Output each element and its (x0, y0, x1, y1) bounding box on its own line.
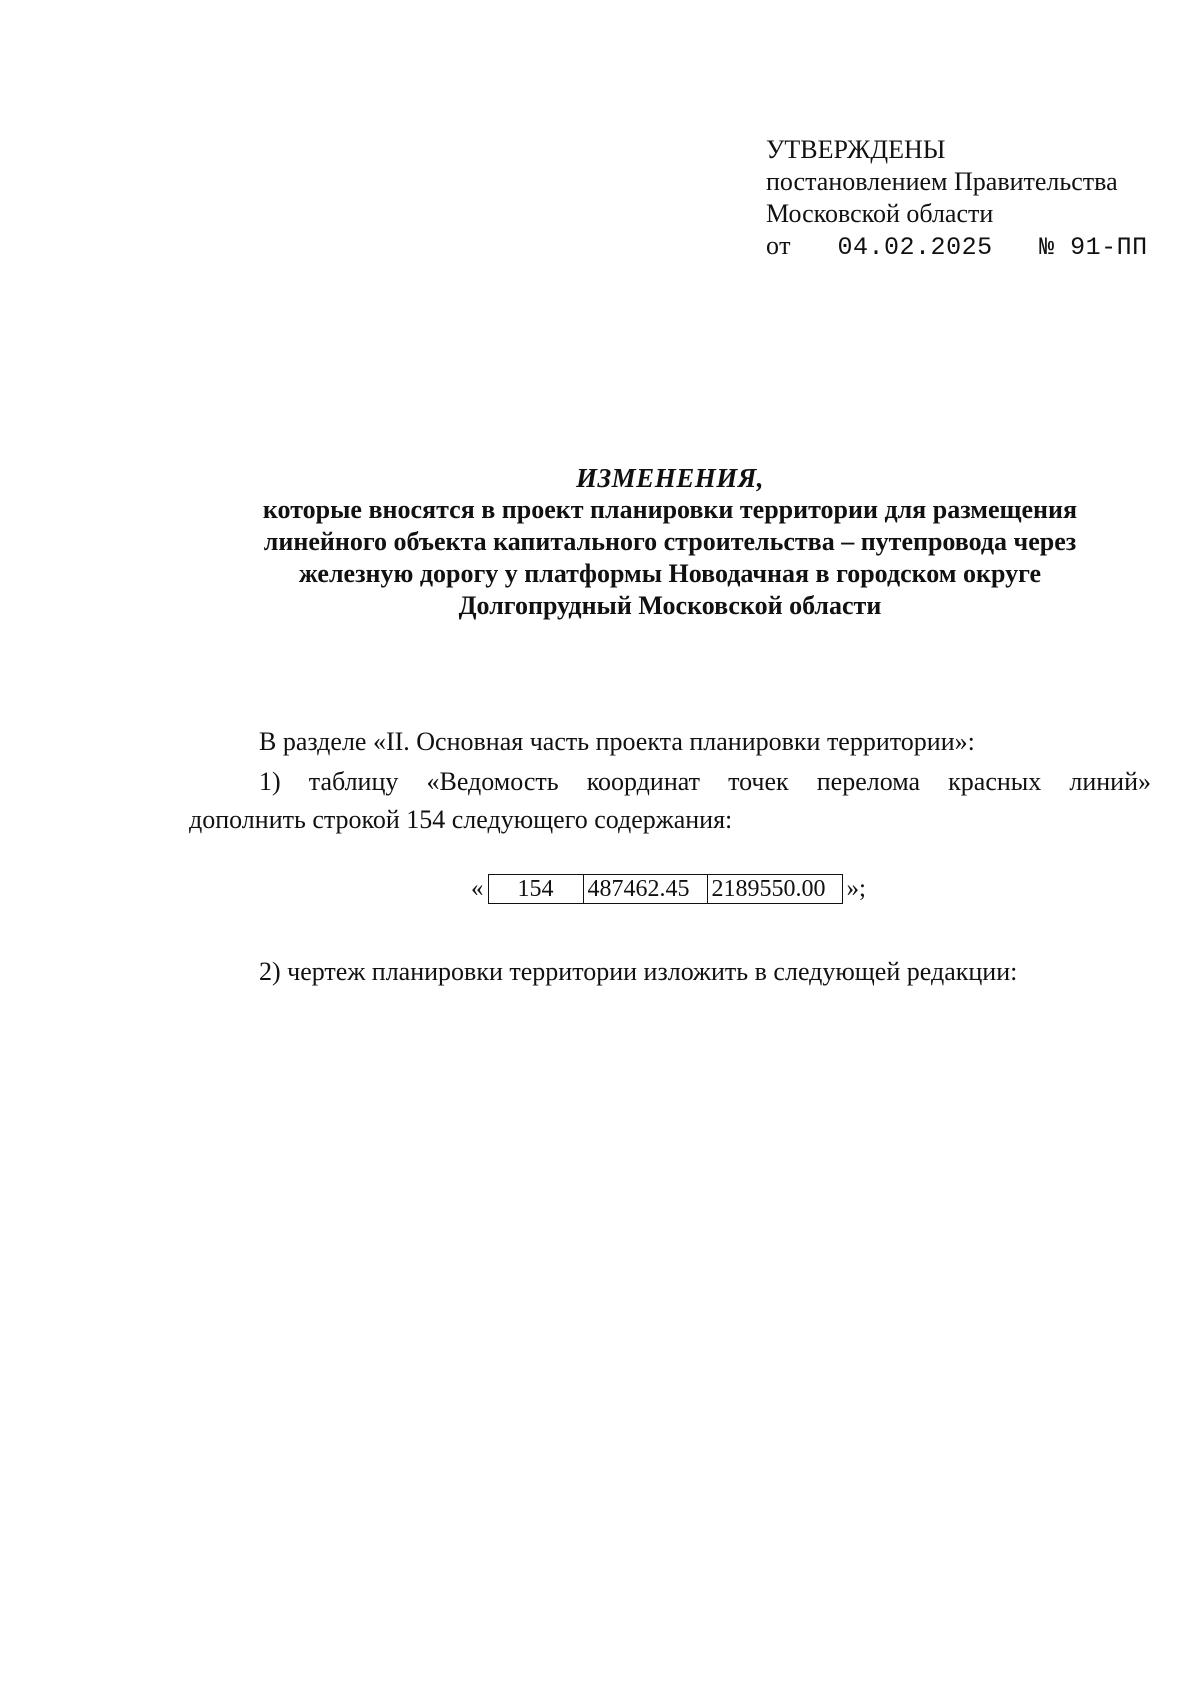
heading-line: линейного объекта капитального строительства – путепровода через (263, 527, 1077, 556)
document-title: ИЗМЕНЕНИЯ, (575, 463, 765, 493)
approval-number: № 91-ПП (1039, 233, 1148, 262)
approval-region: Московской области (766, 199, 994, 228)
intro-paragraph: В разделе «II. Основная часть проекта планировки территории»: (259, 727, 975, 756)
item-1-continuation: дополнить строкой 154 следующего содержания: (189, 805, 733, 834)
approval-date: 04.02.2025 (837, 233, 993, 262)
open-quote: « (471, 875, 484, 902)
point-number-cell: 154 (488, 875, 583, 904)
heading-line: которые вносятся в проект планировки территории для размещения (262, 495, 1078, 524)
approval-authority: постановлением Правительства (766, 167, 1118, 196)
approval-date-line (766, 230, 1148, 264)
item-1-text: 1) таблицу «Ведомость координат точек перелома красных линий» (259, 767, 1151, 796)
heading-line: железную дорогу у платформы Новодачная в городском округе (298, 559, 1042, 588)
document-heading (180, 462, 1160, 622)
coordinate-table (488, 874, 843, 904)
approval-date-prefix: от (766, 231, 792, 260)
approval-stamp (766, 134, 1148, 264)
x-coordinate-cell: 487462.45 (583, 875, 707, 904)
heading-line: Долгопрудный Московской области (458, 591, 882, 620)
item-2-text: 2) чертеж планировки территории изложить в следующей редакции: (259, 957, 1018, 986)
y-coordinate-cell: 2189550.00 (707, 875, 842, 904)
coordinate-row-insert (467, 874, 870, 904)
approval-title: УТВЕРЖДЕНЫ (766, 135, 946, 164)
close-quote: »; (846, 875, 866, 902)
table-row (488, 875, 842, 904)
